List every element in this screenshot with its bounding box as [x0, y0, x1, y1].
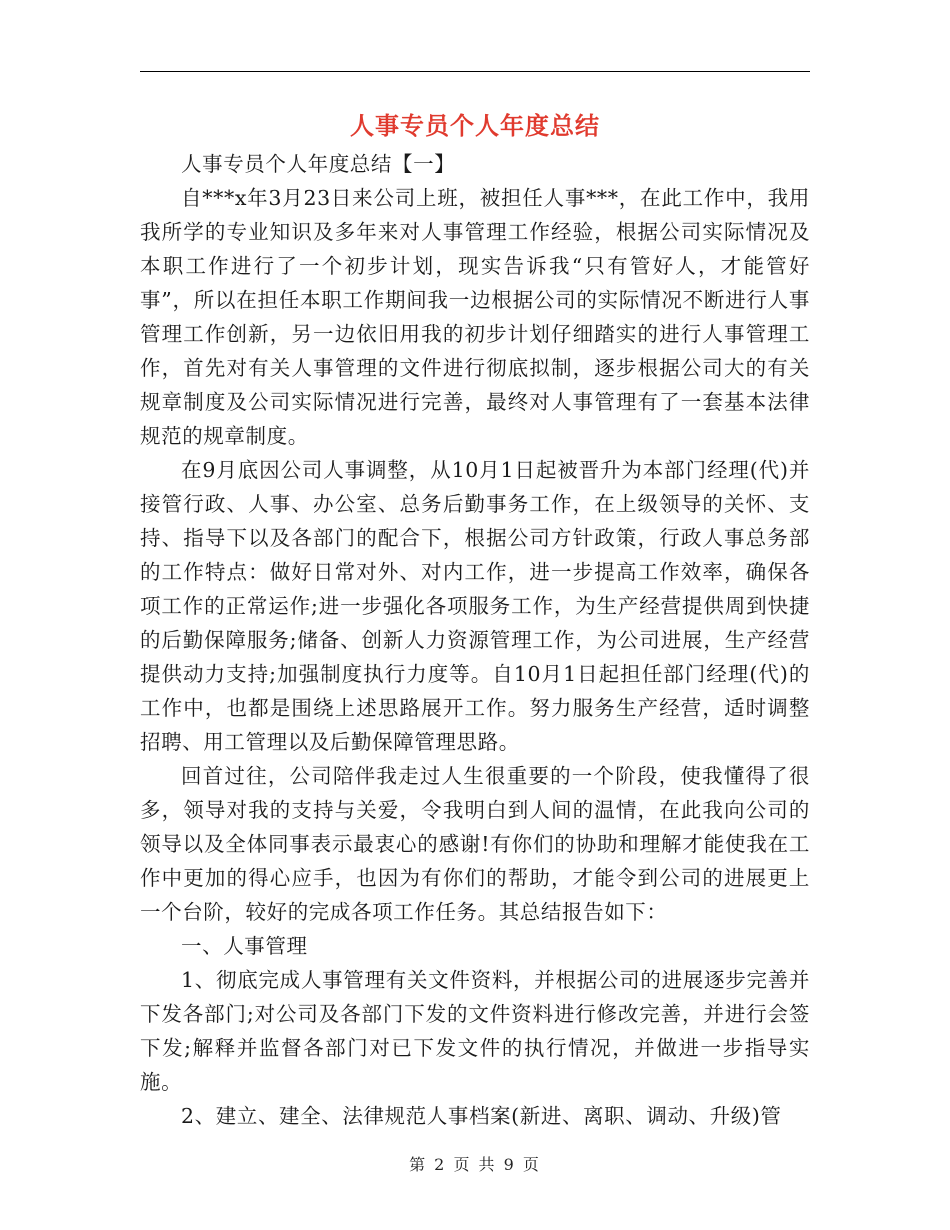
paragraph-promotion: 在9月底因公司人事调整，从10月1日起被晋升为本部门经理(代)并接管行政、人事、办公室、总务后勤事务工作，在上级领导的关怀、支持、指导下以及各部门的配合下，根据公司方针政策，行政人事总务部的工作特点：做好日常对外、对内工作，进一步提高工作效率，确保各项工作的正常运作;进一步强化各项服务工作，为生产经营提供周到快捷的后勤保障服务;储备、创新人力资源管理工作，为公司进展，生产经营提供动力支持;加强制度执行力度等。自10月1日起担任部门经理(代)的工作中，也都是围绕上述思路展开工作。努力服务生产经营，适时调整招聘、用工管理以及后勤保障管理思路。 [140, 458, 810, 754]
page-footer: 第 2 页 共 9 页 [409, 1155, 541, 1174]
document-title: 人事专员个人年度总结 [350, 112, 600, 140]
document-body [140, 147, 810, 1133]
section-subtitle: 人事专员个人年度总结【一】 [181, 152, 456, 176]
paragraph-intro: 自***x年3月23日来公司上班，被担任人事***，在此工作中，我用我所学的专业知识及多年来对人事管理工作经验，根据公司实际情况及本职工作进行了一个初步计划，现实告诉我“只有管好人，才能管好事”，所以在担任本职工作期间我一边根据公司的实际情况不断进行人事管理工作创新，另一边依旧用我的初步计划仔细踏实的进行人事管理工作，首先对有关人事管理的文件进行彻底拟制，逐步根据公司大的有关规章制度及公司实际情况进行完善，最终对人事管理有了一套基本法律规范的规章制度。 [140, 186, 810, 448]
paragraph-reflection: 回首过往，公司陪伴我走过人生很重要的一个阶段，使我懂得了很多，领导对我的支持与关爱，令我明白到人间的温情，在此我向公司的领导以及全体同事表示最衷心的感谢!有你们的协助和理解才能使我在工作中更加的得心应手，也因为有你们的帮助，才能令到公司的进展更上一个台阶，较好的完成各项工作任务。其总结报告如下： [140, 764, 810, 924]
paragraph-item-1: 1、彻底完成人事管理有关文件资料，并根据公司的进展逐步完善并下发各部门;对公司及各部门下发的文件资料进行修改完善，并进行会签下发;解释并监督各部门对已下发文件的执行情况，并做进一步指导实施。 [140, 968, 810, 1094]
header-rule [140, 71, 810, 72]
section-heading-personnel: 一、人事管理 [181, 934, 308, 958]
paragraph-item-2: 2、建立、建全、法律规范人事档案(新进、离职、调动、升级)管 [181, 1104, 782, 1128]
